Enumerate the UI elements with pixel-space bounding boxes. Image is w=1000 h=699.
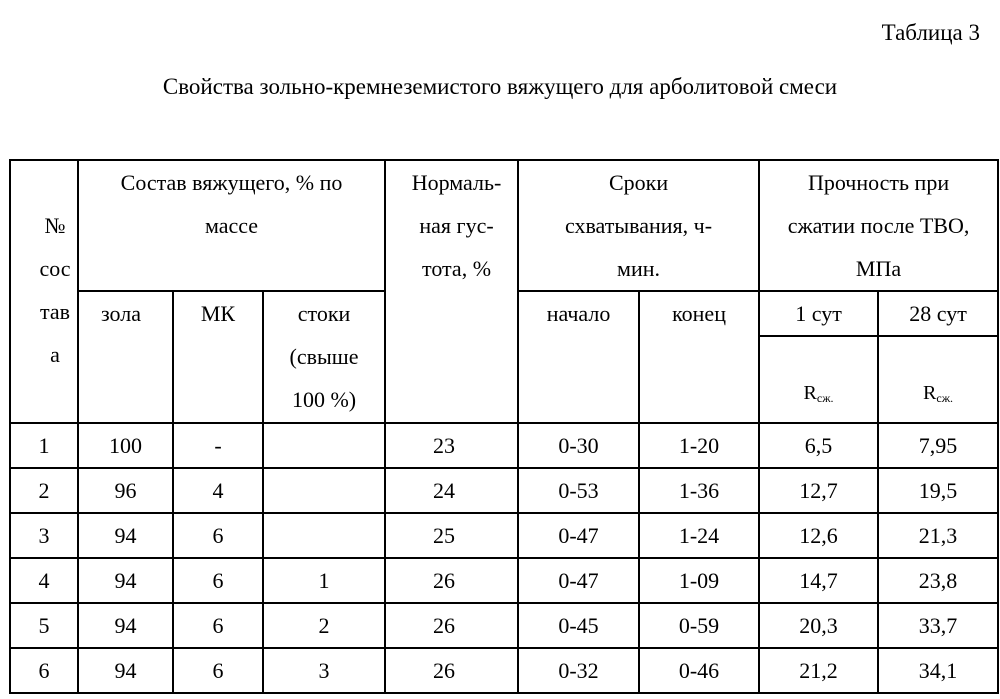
cell-mk: 6: [173, 558, 263, 603]
cell-start: 0-30: [518, 423, 639, 468]
table-caption: Таблица 3: [881, 20, 980, 45]
table-row: [10, 513, 998, 558]
header-setting-line-2: схватывания, ч-: [564, 213, 713, 238]
r-subscript-28: сж.: [936, 391, 954, 405]
cell-zola: 94: [78, 603, 173, 648]
properties-table: [9, 159, 999, 694]
header-strength-28-day: [878, 291, 998, 423]
header-day1-label: 1 сут: [760, 292, 877, 337]
cell-r28: 33,7: [878, 603, 998, 648]
header-end-label: конец: [672, 301, 726, 326]
cell-norm: 25: [385, 513, 518, 558]
header-composition: [78, 160, 385, 291]
cell-r28: 21,3: [878, 513, 998, 558]
header-mk: [173, 291, 263, 423]
header-number-line-4: а: [50, 342, 60, 367]
cell-r1: 12,7: [759, 468, 878, 513]
cell-end: 1-24: [639, 513, 759, 558]
header-zola: [78, 291, 173, 423]
cell-r1: 14,7: [759, 558, 878, 603]
cell-mk: 6: [173, 603, 263, 648]
header-setting-line-1: Сроки: [608, 170, 669, 195]
cell-zola: 96: [78, 468, 173, 513]
header-setting-line-3: мин.: [617, 256, 661, 281]
r-subscript-1: сж.: [816, 391, 834, 405]
cell-mk: 6: [173, 513, 263, 558]
header-r-1-day: [760, 337, 877, 420]
cell-mk: 6: [173, 648, 263, 693]
cell-number: 1: [10, 423, 78, 468]
header-stoki-line-2: (свыше: [289, 344, 359, 369]
r-symbol-28: R: [923, 382, 937, 404]
header-number-line-2: сос: [39, 256, 71, 281]
header-strength-1-day: [759, 291, 878, 423]
cell-stoki: 2: [263, 603, 385, 648]
header-number: [10, 160, 78, 423]
cell-end: 1-36: [639, 468, 759, 513]
cell-number: 5: [10, 603, 78, 648]
cell-stoki: [263, 468, 385, 513]
cell-end: 1-09: [639, 558, 759, 603]
cell-norm: 26: [385, 603, 518, 648]
header-strength-line-2: сжатии после ТВО,: [787, 213, 970, 238]
cell-mk: -: [173, 423, 263, 468]
header-zola-label: зола: [101, 301, 142, 326]
cell-r1: 21,2: [759, 648, 878, 693]
table-row: [10, 603, 998, 648]
cell-end: 1-20: [639, 423, 759, 468]
header-end: [639, 291, 759, 423]
header-composition-line-2: массе: [204, 213, 259, 238]
cell-stoki: [263, 513, 385, 558]
cell-r28: 34,1: [878, 648, 998, 693]
cell-start: 0-47: [518, 558, 639, 603]
header-norm-line-3: тота, %: [422, 256, 492, 281]
header-norm-line-2: ная гус-: [419, 213, 494, 238]
cell-r1: 20,3: [759, 603, 878, 648]
table-title: Свойства зольно-кремнеземистого вяжущего для арболитовой смеси: [162, 74, 838, 99]
cell-start: 0-45: [518, 603, 639, 648]
table-row: [10, 648, 998, 693]
header-stoki-line-3: 100 %): [291, 387, 357, 412]
r-symbol-1: R: [803, 382, 817, 404]
header-day28-label: 28 сут: [879, 292, 997, 337]
cell-start: 0-32: [518, 648, 639, 693]
table-row: [10, 468, 998, 513]
header-composition-line-1: Состав вяжущего, % по: [120, 170, 343, 195]
header-stoki-line-1: стоки: [297, 301, 351, 326]
table-row: [10, 558, 998, 603]
header-start-label: начало: [546, 301, 611, 326]
cell-norm: 26: [385, 648, 518, 693]
cell-start: 0-47: [518, 513, 639, 558]
cell-norm: 23: [385, 423, 518, 468]
header-norm-line-1: Нормаль-: [411, 170, 502, 195]
header-mk-label: МК: [200, 301, 236, 326]
cell-norm: 24: [385, 468, 518, 513]
cell-end: 0-59: [639, 603, 759, 648]
cell-r28: 23,8: [878, 558, 998, 603]
table-row: [10, 423, 998, 468]
cell-number: 4: [10, 558, 78, 603]
cell-r28: 19,5: [878, 468, 998, 513]
header-r-28-day: [879, 337, 997, 420]
header-number-line-3: тав: [39, 299, 71, 324]
cell-stoki: 1: [263, 558, 385, 603]
cell-norm: 26: [385, 558, 518, 603]
cell-stoki: 3: [263, 648, 385, 693]
header-stoki: [263, 291, 385, 423]
cell-end: 0-46: [639, 648, 759, 693]
header-strength-line-3: МПа: [855, 256, 902, 281]
cell-r1: 6,5: [759, 423, 878, 468]
header-number-line-1: №: [44, 213, 66, 238]
cell-zola: 94: [78, 648, 173, 693]
cell-zola: 94: [78, 513, 173, 558]
cell-zola: 94: [78, 558, 173, 603]
cell-stoki: [263, 423, 385, 468]
header-normal-density: [385, 160, 518, 423]
cell-number: 6: [10, 648, 78, 693]
cell-r1: 12,6: [759, 513, 878, 558]
cell-start: 0-53: [518, 468, 639, 513]
header-setting-time: [518, 160, 759, 291]
cell-r28: 7,95: [878, 423, 998, 468]
header-start: [518, 291, 639, 423]
header-strength: [759, 160, 998, 291]
cell-zola: 100: [78, 423, 173, 468]
cell-number: 2: [10, 468, 78, 513]
cell-mk: 4: [173, 468, 263, 513]
header-strength-line-1: Прочность при: [807, 170, 950, 195]
cell-number: 3: [10, 513, 78, 558]
